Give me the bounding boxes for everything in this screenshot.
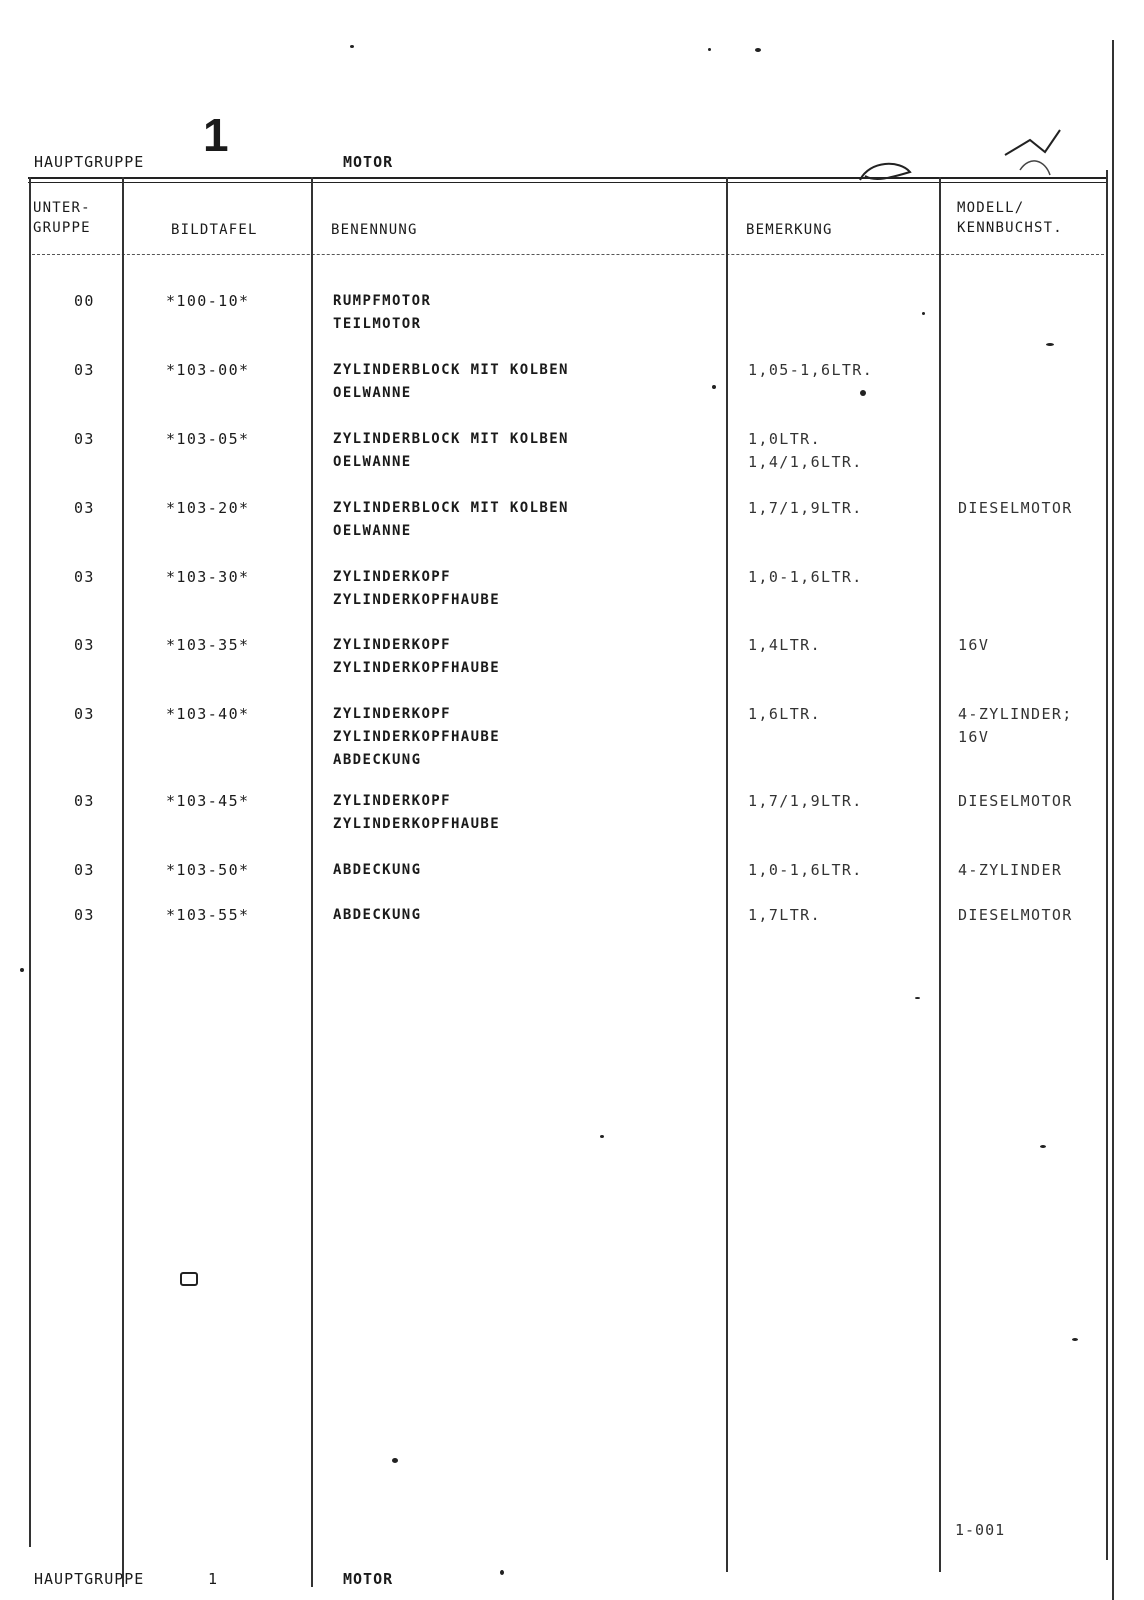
scan-speck bbox=[180, 1272, 198, 1286]
column-line-left bbox=[29, 177, 31, 1547]
cell-bildtafel: *103-20* bbox=[166, 499, 250, 517]
scan-speck bbox=[922, 312, 925, 315]
column-line-2 bbox=[311, 177, 313, 1587]
cell-bildtafel: *103-55* bbox=[166, 906, 250, 924]
col-header-bildtafel: BILDTAFEL bbox=[171, 222, 258, 238]
scan-speck bbox=[755, 48, 761, 52]
cell-bildtafel: *103-50* bbox=[166, 861, 250, 879]
footer-hauptgruppe-label: HAUPTGRUPPE bbox=[34, 1570, 145, 1588]
scan-speck bbox=[392, 1458, 398, 1463]
cell-untergruppe: 03 bbox=[74, 792, 95, 810]
page-edge-line bbox=[1112, 40, 1114, 1600]
cell-untergruppe: 03 bbox=[74, 906, 95, 924]
cell-untergruppe: 03 bbox=[74, 361, 95, 379]
scan-speck bbox=[500, 1570, 504, 1575]
scan-speck bbox=[20, 968, 24, 972]
cell-benennung: ZYLINDERKOPF ZYLINDERKOPFHAUBE bbox=[333, 569, 501, 608]
col-header-modell: MODELL/ KENNBUCHST. bbox=[957, 200, 1063, 236]
cell-modell: 4-ZYLINDER bbox=[958, 861, 1063, 879]
table-top-border bbox=[28, 177, 1108, 179]
footer-hauptgruppe-number: 1 bbox=[208, 1570, 219, 1588]
cell-benennung: ZYLINDERBLOCK MIT KOLBEN OELWANNE bbox=[333, 362, 569, 401]
cell-bemerkung: 1,7/1,9LTR. bbox=[748, 792, 863, 810]
cell-benennung: ZYLINDERBLOCK MIT KOLBEN OELWANNE bbox=[333, 500, 569, 539]
cell-bemerkung: 1,6LTR. bbox=[748, 705, 822, 723]
scan-speck bbox=[708, 48, 711, 51]
cell-untergruppe: 03 bbox=[74, 430, 95, 448]
cell-bemerkung: 1,0-1,6LTR. bbox=[748, 568, 863, 586]
cell-untergruppe: 00 bbox=[74, 292, 95, 310]
scan-speck bbox=[1040, 1145, 1046, 1148]
column-line-3 bbox=[726, 177, 728, 1572]
footer-hauptgruppe-name: MOTOR bbox=[343, 1570, 394, 1588]
cell-bemerkung: 1,05-1,6LTR. bbox=[748, 361, 874, 379]
cell-bildtafel: *100-10* bbox=[166, 292, 250, 310]
cell-benennung: ABDECKUNG bbox=[333, 907, 422, 923]
cell-benennung: ZYLINDERKOPF ZYLINDERKOPFHAUBE bbox=[333, 637, 501, 676]
column-line-1 bbox=[122, 177, 124, 1587]
column-line-right bbox=[1106, 170, 1108, 1560]
header-separator bbox=[32, 254, 1104, 255]
cell-bemerkung: 1,7LTR. bbox=[748, 906, 822, 924]
scan-speck bbox=[915, 997, 920, 999]
cell-bemerkung: 1,7/1,9LTR. bbox=[748, 499, 863, 517]
hauptgruppe-number: 1 bbox=[203, 109, 229, 161]
page-number: 1-001 bbox=[955, 1521, 1006, 1539]
scan-speck bbox=[1072, 1338, 1078, 1341]
cell-bildtafel: *103-30* bbox=[166, 568, 250, 586]
scan-speck bbox=[712, 385, 716, 389]
cell-benennung: ABDECKUNG bbox=[333, 862, 422, 878]
column-line-4 bbox=[939, 177, 941, 1572]
cell-benennung: RUMPFMOTOR TEILMOTOR bbox=[333, 293, 432, 332]
col-header-bemerkung: BEMERKUNG bbox=[746, 222, 833, 238]
cell-untergruppe: 03 bbox=[74, 499, 95, 517]
cell-bemerkung: 1,0-1,6LTR. bbox=[748, 861, 863, 879]
cell-modell: DIESELMOTOR bbox=[958, 906, 1073, 924]
cell-untergruppe: 03 bbox=[74, 568, 95, 586]
scan-speck bbox=[1046, 343, 1054, 346]
table-top-border-inner bbox=[28, 182, 1108, 183]
cell-bildtafel: *103-05* bbox=[166, 430, 250, 448]
hauptgruppe-label: HAUPTGRUPPE bbox=[34, 153, 145, 171]
hauptgruppe-name: MOTOR bbox=[343, 153, 394, 171]
cell-bildtafel: *103-00* bbox=[166, 361, 250, 379]
cell-modell: DIESELMOTOR bbox=[958, 499, 1073, 517]
col-header-untergruppe: UNTER- GRUPPE bbox=[33, 200, 91, 236]
scan-speck bbox=[600, 1135, 604, 1138]
col-header-benennung: BENENNUNG bbox=[331, 222, 418, 238]
cell-bemerkung: 1,0LTR. 1,4/1,6LTR. bbox=[748, 430, 863, 471]
cell-modell: 16V bbox=[958, 636, 990, 654]
cell-bemerkung: 1,4LTR. bbox=[748, 636, 822, 654]
cell-benennung: ZYLINDERBLOCK MIT KOLBEN OELWANNE bbox=[333, 431, 569, 470]
scan-speck bbox=[350, 45, 354, 48]
cell-modell: 4-ZYLINDER; 16V bbox=[958, 705, 1073, 746]
cell-untergruppe: 03 bbox=[74, 636, 95, 654]
cell-benennung: ZYLINDERKOPF ZYLINDERKOPFHAUBE bbox=[333, 793, 501, 832]
cell-untergruppe: 03 bbox=[74, 861, 95, 879]
cell-bildtafel: *103-35* bbox=[166, 636, 250, 654]
cell-bildtafel: *103-45* bbox=[166, 792, 250, 810]
cell-benennung: ZYLINDERKOPF ZYLINDERKOPFHAUBE ABDECKUNG bbox=[333, 706, 501, 768]
cell-bildtafel: *103-40* bbox=[166, 705, 250, 723]
cell-modell: DIESELMOTOR bbox=[958, 792, 1073, 810]
cell-untergruppe: 03 bbox=[74, 705, 95, 723]
scan-speck bbox=[860, 390, 866, 396]
